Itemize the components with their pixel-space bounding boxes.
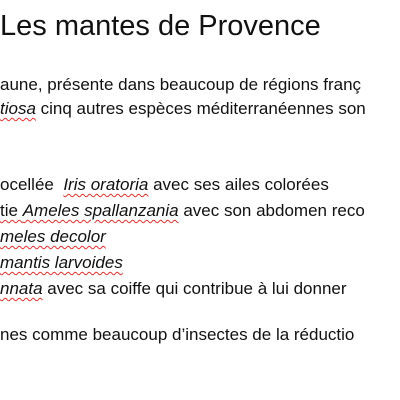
- species-name: nnata: [0, 279, 43, 298]
- species-item-geomantis: [0, 252, 123, 274]
- intro-line-2: [0, 98, 366, 120]
- outro-text: nes comme beaucoup d’insectes de la réductio: [0, 325, 355, 344]
- species-name: Ameles spallanzania: [22, 201, 179, 220]
- intro-line-1: [0, 74, 361, 96]
- species-item-empusa: [0, 278, 347, 300]
- species-suffix: avec ses ailes colorées: [148, 175, 329, 194]
- species-item-ameles-decolor: [0, 226, 106, 248]
- outro-line: [0, 324, 354, 346]
- intro-text-1: aune, présente dans beaucoup de régions franç: [0, 75, 362, 94]
- species-item-iris: [0, 174, 329, 196]
- intro-text-2: cinq autres espèces méditerranéennes son: [35, 99, 366, 118]
- species-prefix: tie: [0, 201, 23, 220]
- species-suffix: avec sa coiffe qui contribue à lui donner: [42, 279, 347, 298]
- species-name: meles decolor: [0, 227, 106, 246]
- species-name-religiosa: tiosa: [0, 99, 36, 118]
- species-name: Iris oratoria: [63, 175, 149, 194]
- page-title: Les mantes de Provence: [0, 10, 321, 42]
- species-name: mantis larvoides: [0, 253, 123, 272]
- species-suffix: avec son abdomen reco: [178, 201, 365, 220]
- species-item-ameles-spallanzania: [0, 200, 365, 222]
- species-prefix: ocellée: [0, 175, 64, 194]
